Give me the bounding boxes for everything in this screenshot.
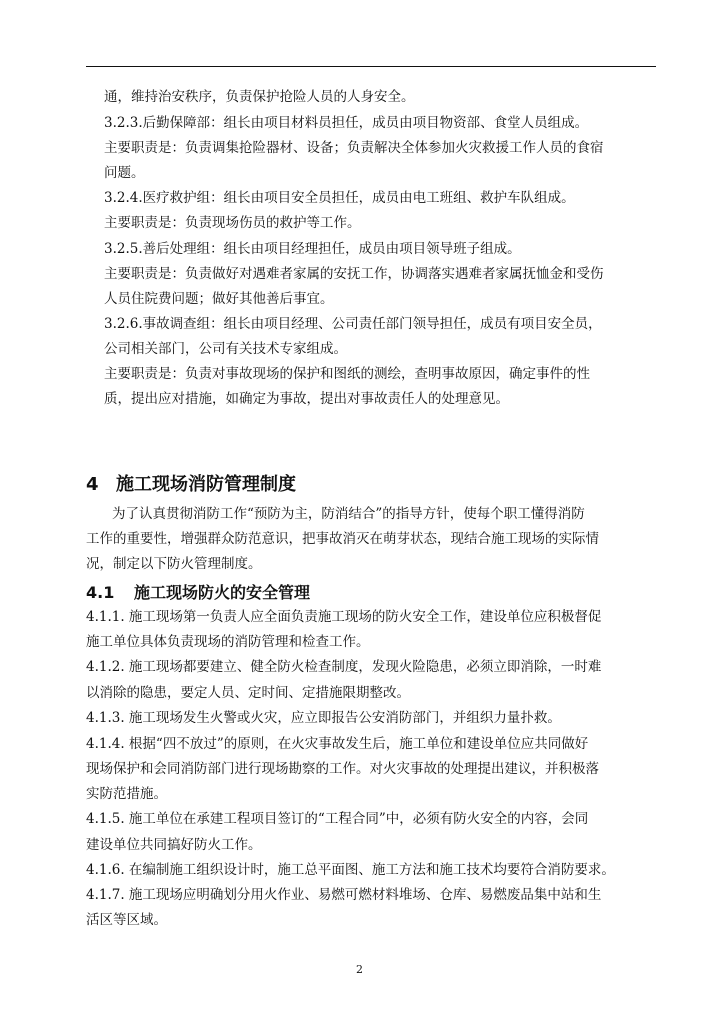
- text-line: 人员住院费问题；做好其他善后事宜。: [104, 291, 334, 307]
- text-line: 4.1.3. 施工现场发生火警或火灾，应立即报告公安消防部门，并组织力量扑救。: [86, 710, 561, 726]
- text-line: 现场保护和会同消防部门进行现场勘察的工作。对火灾事故的处理提出建议，并积极落: [86, 761, 599, 777]
- text-line: 公司相关部门，公司有关技术专家组成。: [104, 341, 347, 357]
- chapter-number: 4: [86, 474, 99, 495]
- text-line: 3.2.3.后勤保障部：组长由项目材料员担任，成员由项目物资部、食堂人员组成。: [104, 115, 589, 131]
- text-line: 3.2.6.事故调查组：组长由项目经理、公司责任部门领导担任，成员有项目安全员，: [104, 316, 602, 332]
- text-line: 建设单位共同搞好防火工作。: [86, 837, 262, 853]
- text-line: 以消除的隐患，要定人员、定时间、定措施限期整改。: [86, 685, 410, 701]
- text-line: 质，提出应对措施，如确定为事故，提出对事故责任人的处理意见。: [104, 391, 509, 407]
- text-line: 主要职责是：负责现场伤员的救护等工作。: [104, 215, 361, 231]
- text-line: 主要职责是：负责对事故现场的保护和图纸的测绘，查明事故原因，确定事件的性: [104, 366, 590, 382]
- text-line: 问题。: [104, 165, 145, 181]
- chapter-title: 施工现场消防管理制度: [116, 474, 296, 495]
- text-line: 施工单位具体负责现场的消防管理和检查工作。: [86, 634, 370, 650]
- text-line: 况，制定以下防火管理制度。: [86, 556, 262, 572]
- text-line: 活区等区域。: [86, 912, 167, 928]
- header-rule: [86, 66, 656, 67]
- text-line: 4.1.5. 施工单位在承建工程项目签订的“工程合同”中，必须有防火安全的内容，会同: [86, 811, 589, 827]
- text-line: 4.1.4. 根据“四不放过”的原则，在火灾事故发生后，施工单位和建设单位应共同做好: [86, 736, 589, 752]
- text-line: 4.1.1. 施工现场第一负责人应全面负责施工现场的防火安全工作，建设单位应积极督促: [86, 609, 602, 625]
- page-number: 2: [356, 963, 363, 976]
- chapter-heading: [86, 470, 296, 496]
- section-number: 4.1: [86, 583, 115, 602]
- text-line: 4.1.7. 施工现场应明确划分用火作业、易燃可燃材料堆场、仓库、易燃废品集中站和生: [86, 887, 602, 903]
- text-line: 实防范措施。: [86, 786, 167, 802]
- text-line: 为了认真贯彻消防工作“预防为主，防消结合”的指导方针，使每个职工懂得消防: [112, 506, 585, 522]
- text-line: 工作的重要性，增强群众防范意识，把事故消灭在萌芽状态，现结合施工现场的实际情: [86, 531, 599, 547]
- text-line: 4.1.2. 施工现场都要建立、健全防火检查制度，发现火险隐患，必须立即消除，一时难: [86, 659, 602, 675]
- text-line: 通，维持治安秩序，负责保护抢险人员的人身安全。: [104, 89, 415, 105]
- text-line: 3.2.4.医疗救护组：组长由项目安全员担任，成员由电工班组、救护车队组成。: [104, 190, 575, 206]
- text-line: 主要职责是：负责做好对遇难者家属的安抚工作，协调落实遇难者家属抚恤金和受伤: [104, 266, 604, 282]
- section-title: 施工现场防火的安全管理: [134, 583, 311, 602]
- text-line: 3.2.5.善后处理组：组长由项目经理担任，成员由项目领导班子组成。: [104, 241, 521, 257]
- text-line: 主要职责是：负责调集抢险器材、设备；负责解决全体参加火灾救援工作人员的食宿: [104, 140, 604, 156]
- section-heading: [86, 580, 310, 603]
- text-line: 4.1.6. 在编制施工组织设计时，施工总平面图、施工方法和施工技术均要符合消防要求。: [86, 862, 615, 878]
